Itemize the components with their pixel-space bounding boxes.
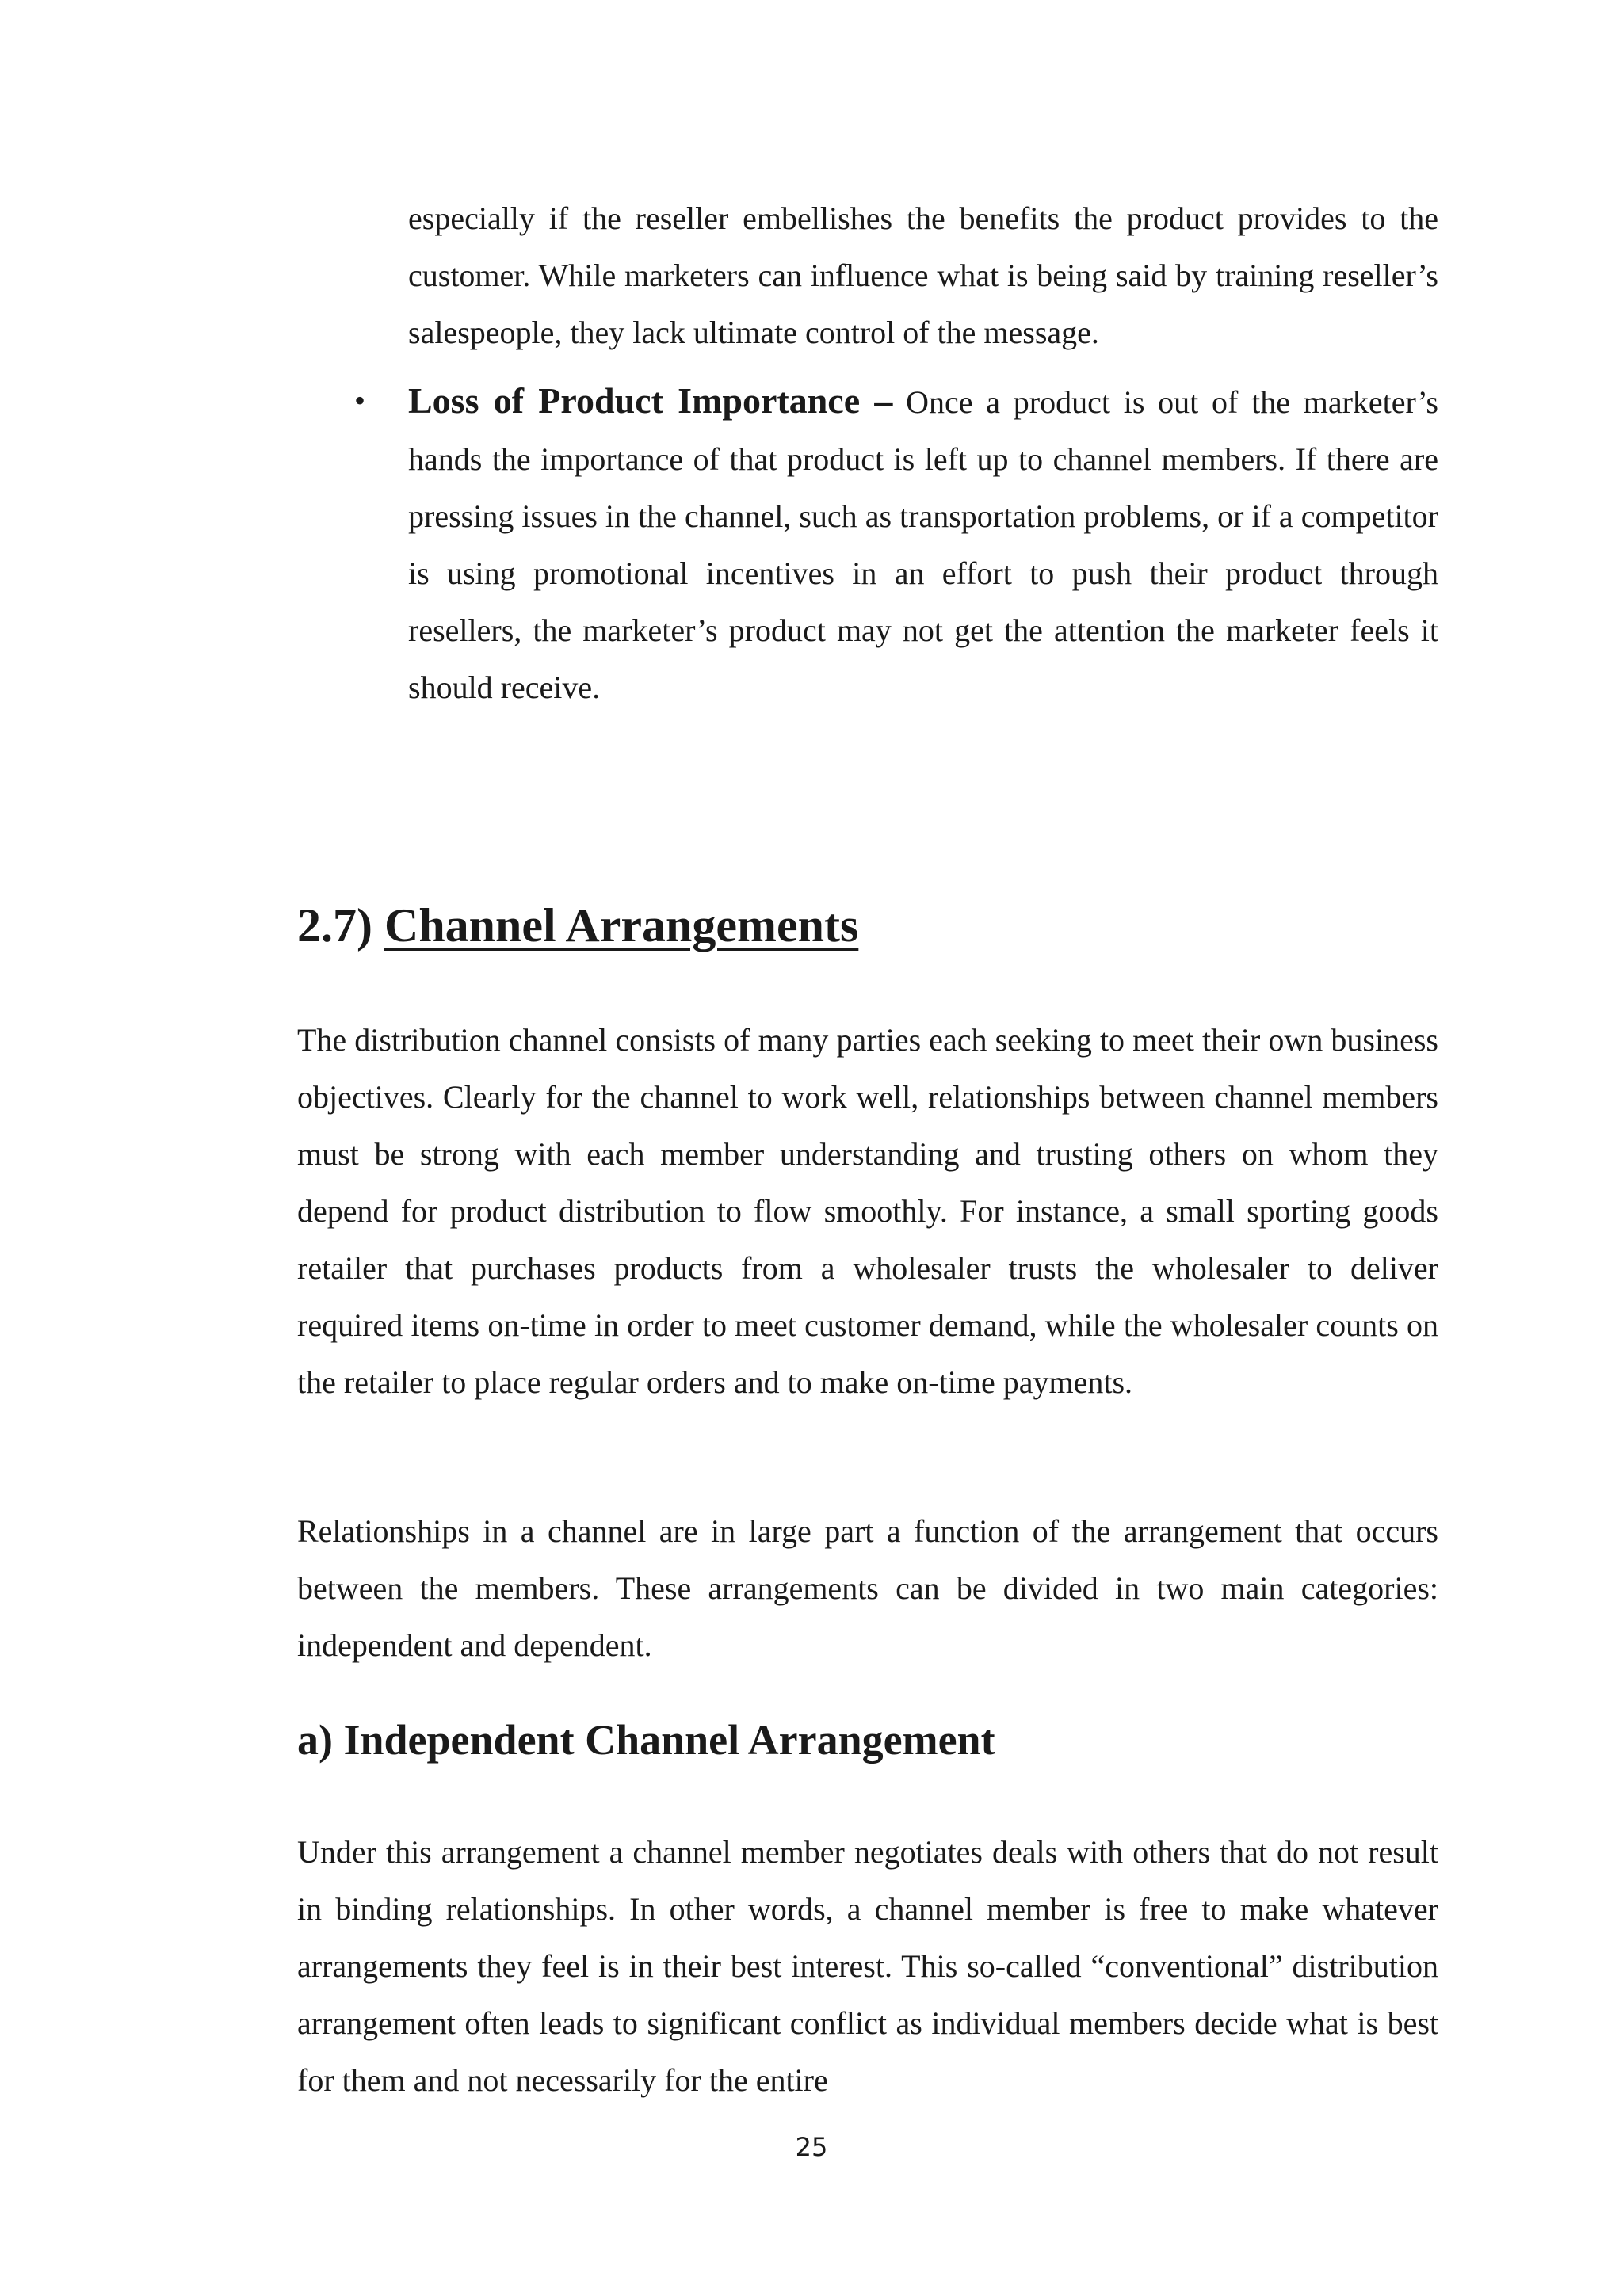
section-number: 2.7) — [297, 899, 372, 952]
bullet-item-loss-of-product-importance — [354, 372, 1438, 716]
section-title: Channel Arrangements — [384, 899, 859, 952]
bullet-body: Once a product is out of the marketer’s hands the importance of that product is left up to channel members. If there are pressing issues in the channel, such as transportation problems, or if a competitor is using promotional incentives in an effort to push their product through resellers, the marketer’s product may not get the attention the marketer feels it should receive. — [408, 384, 1438, 705]
body-paragraph: The distribution channel consists of many parties each seeking to meet their own business objectives. Clearly for the channel to work well, relationships between channel members must be strong with each member understanding and trusting others on whom they depend for product distribution to flow smoothly. For instance, a small sporting goods retailer that purchases products from a wholesaler trusts the wholesaler to deliver required items on-time in order to meet customer demand, while the wholesaler counts on the retailer to place regular orders and to make on-time payments. — [297, 1022, 1438, 1400]
subsection-heading: a) Independent Channel Arrangement — [297, 1716, 995, 1764]
bullet-text — [408, 372, 1438, 716]
bullet-lead: Loss of Product Importance – — [408, 380, 893, 421]
bullet-icon: • — [354, 383, 366, 418]
section-heading — [297, 894, 858, 957]
continuation-paragraph: especially if the reseller embellishes the benefits the product provides to the customer. While marketers can influence what is being said by training reseller’s salespeople, they lack ultimate control of the message. — [408, 200, 1438, 350]
body-paragraph: Under this arrangement a channel member negotiates deals with others that do not result in binding relationships. In other words, a channel member is free to make whatever arrangements they feel is in their best interest. This so-called “conventional” distribution arrangement often leads to significant conflict as individual members decide what is best for them and not necessarily for the entire — [297, 1834, 1438, 2098]
body-paragraph: Relationships in a channel are in large part a function of the arrangement that occurs between the members. These arrangements can be divided in two main categories: independent and dependent. — [297, 1513, 1438, 1663]
page-number: 25 — [795, 2132, 828, 2162]
